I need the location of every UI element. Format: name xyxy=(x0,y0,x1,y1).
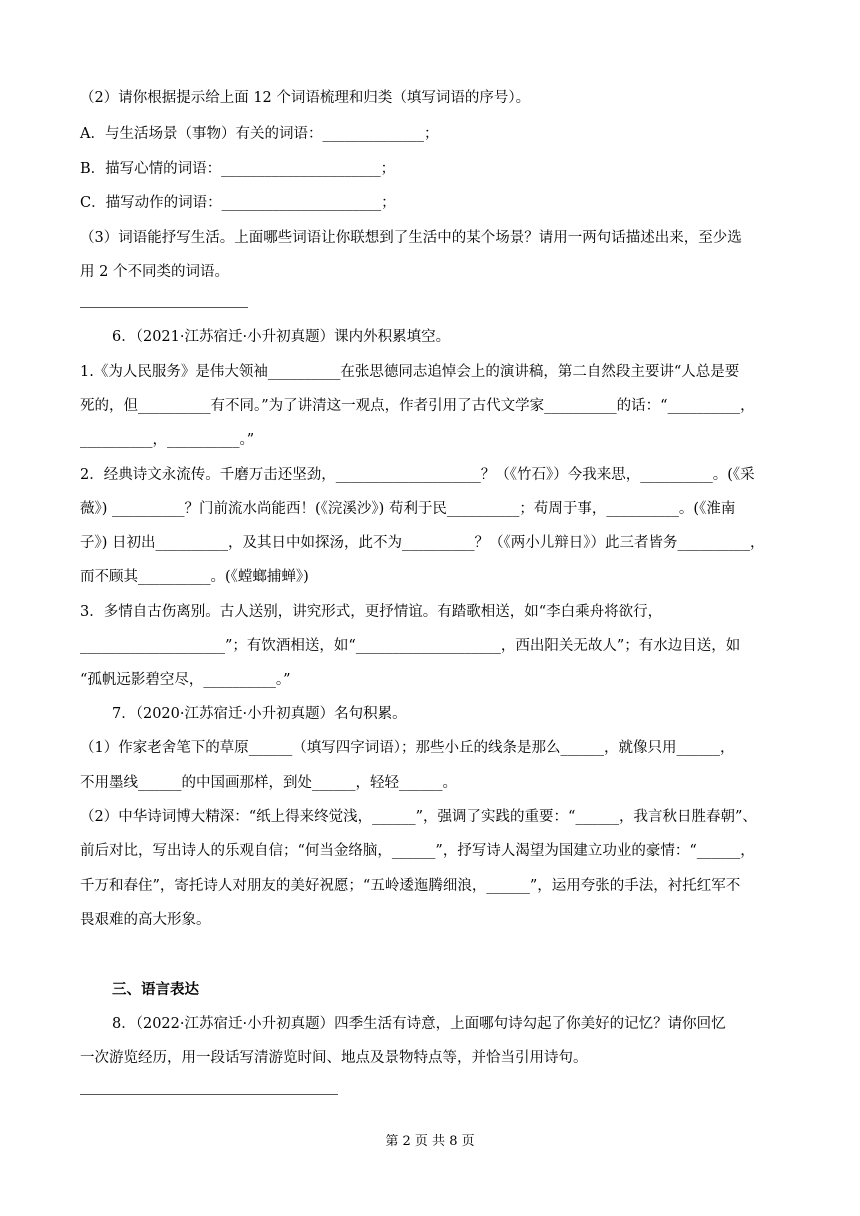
q7-part2-line3: 千万和春住”，寄托诗人对朋友的美好祝愿；“五岭逶迤腾细浪，______”，运用夸张的手法，衬托红军不 xyxy=(80,878,741,894)
q7-part2-line4: 畏艰难的高大形象。 xyxy=(80,912,211,928)
page-number-footer: 第 2 页 共 8 页 xyxy=(385,1134,475,1149)
q5-part2-option-c: C．描写动作的词语：______________________； xyxy=(80,195,396,211)
q5-part3-line2: 用 2 个不同类的词语。 xyxy=(80,264,229,280)
answer-line xyxy=(80,307,248,308)
q5-part2-option-a: A．与生活场景（事物）有关的词语：______________； xyxy=(80,126,439,142)
q6-item3-line2: ____________________”；有饮酒相送，如“____________________，西出阳关无故人”；有水边目送，如 xyxy=(80,638,741,654)
q6-item1-line3: __________，__________。” xyxy=(80,432,255,448)
q7-part1-line1: （1）作家老舍笔下的草原______（填写四字词语）；那些小丘的线条是那么______，就像只用______， xyxy=(80,740,735,756)
q7-heading: 7．（2020·江苏宿迁·小升初真题）名句积累。 xyxy=(112,706,407,722)
q6-heading: 6．（2021·江苏宿迁·小升初真题）课内外积累填空。 xyxy=(112,329,451,345)
q5-part3-line1: （3）词语能抒写生活。上面哪些词语让你联想到了生活中的某个场景？请用一两句话描述出来，至少选 xyxy=(80,230,742,246)
q6-item3-line3: “孤帆远影碧空尽，__________。” xyxy=(80,672,291,688)
answer-line xyxy=(80,1094,338,1095)
q6-item2-line1: 2．经典诗文永流传。千磨万击还坚劲，____________________？（《竹石》）今我来思，__________。(《采 xyxy=(80,467,755,483)
q5-part2-option-b: B．描写心情的词语：______________________； xyxy=(80,161,396,177)
q5-part2-prompt: （2）请你根据提示给上面 12 个词语梳理和归类（填写词语的序号）。 xyxy=(80,90,531,106)
q7-part2-line1: （2）中华诗词博大精深：“纸上得来终觉浅，______”，强调了实践的重要：“______，我言秋日胜春朝”、 xyxy=(80,809,757,825)
q6-item1-line2: 死的，但__________有不同。”为了讲清这一观点，作者引用了古代文学家__________的话：“__________， xyxy=(80,398,755,414)
q8-line2: 一次游览经历，用一段话写清游览时间、地点及景物特点等，并恰当引用诗句。 xyxy=(80,1050,588,1066)
q6-item2-line2: 薇》) __________？门前流水尚能西！(《浣溪沙》) 苟利于民__________；苟周于事，__________。(《淮南 xyxy=(80,501,736,517)
q6-item1-line1: 1.《为人民服务》是伟大领袖__________在张思德同志追悼会上的演讲稿，第二自然段主要讲“人总是要 xyxy=(80,364,740,380)
q7-part1-line2: 不用墨线______的中国画那样，到处______，轻轻______。 xyxy=(80,775,457,791)
q6-item2-line4: 而不顾其__________。(《螳螂捕蝉》) xyxy=(80,569,309,585)
section-heading: 三、语言表达 xyxy=(112,981,199,998)
q6-item3-line1: 3．多情自古伤离别。古人送别，讲究形式，更抒情谊。有踏歌相送，如“李白乘舟将欲行， xyxy=(80,604,663,620)
q7-part2-line2: 前后对比，写出诗人的乐观自信；“何当金络脑，______”，抒写诗人渴望为国建立功业的豪情：“______， xyxy=(80,843,755,859)
q8-line1: 8．（2022·江苏宿迁·小升初真题）四季生活有诗意，上面哪句诗勾起了你美好的记忆？请你回忆 xyxy=(112,1016,726,1032)
q6-item2-line3: 子》) 日初出__________，及其日中如探汤，此不为__________？（《两小儿辩日》）此三者皆务__________， xyxy=(80,535,765,551)
